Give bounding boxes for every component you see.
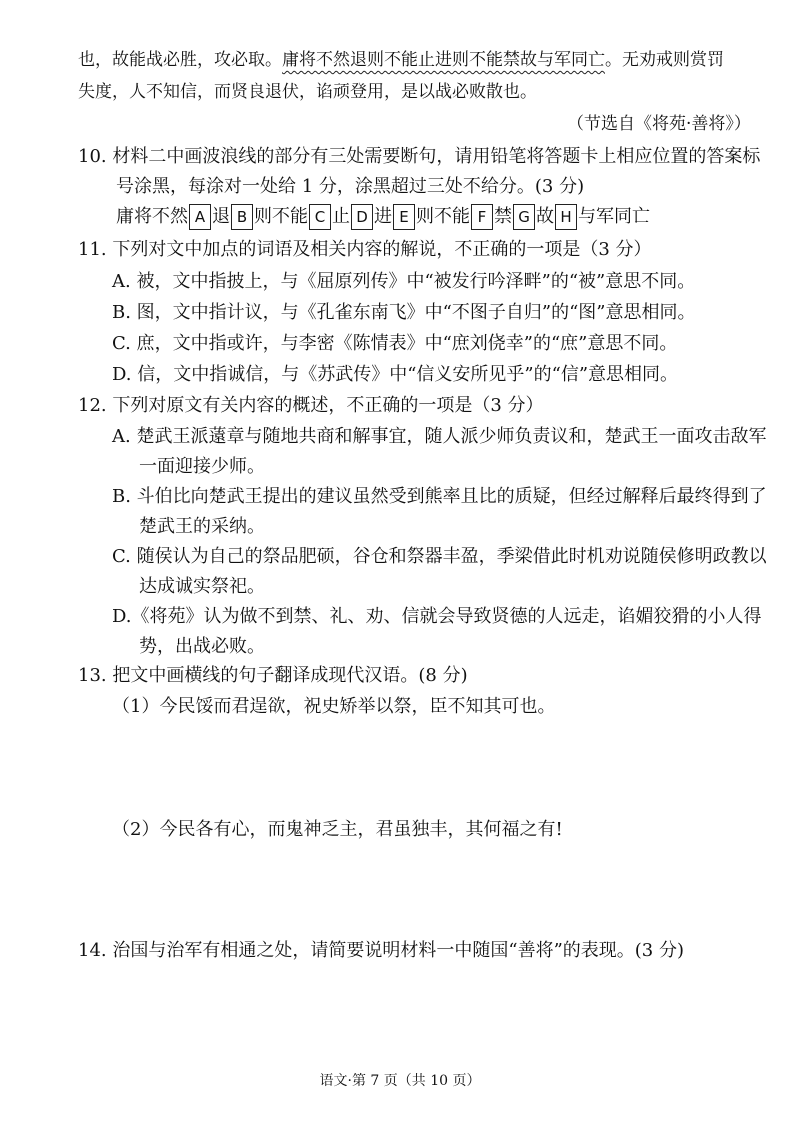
- q12-stem: [78, 394, 544, 418]
- q10-line-2: 号涂黑，每涂对一处给 1 分，涂黑超过三处不给分。(3 分): [116, 176, 585, 197]
- q12-text: 下列对原文有关内容的概述，不正确的一项是（3 分）: [112, 395, 544, 416]
- passage-source: （节选自《将苑·善将》）: [567, 114, 751, 134]
- answer-box-f[interactable]: F: [471, 204, 493, 230]
- q10-text: 材料二中画波浪线的部分有三处需要断句，请用铅笔将答题卡上相应位置的答案标: [112, 146, 761, 167]
- segment-text: 退: [212, 206, 230, 227]
- q13-text: 把文中画横线的句子翻译成现代汉语。(8 分): [112, 665, 468, 686]
- page-footer: 语文·第 7 页（共 10 页）: [319, 1073, 481, 1089]
- passage-text: 也，故能战必胜，攻必取。: [78, 50, 282, 70]
- answer-box-a[interactable]: A: [189, 204, 211, 230]
- q11-option-a: A. 被，文中指披上，与《屈原列传》中“被发行吟泽畔”的“被”意思不同。: [112, 271, 696, 292]
- q12-option-d-line-2: 势，出战必败。: [139, 636, 265, 657]
- q12-option-b-line-1: B. 斗伯比向楚武王提出的建议虽然受到熊率且比的质疑，但经过解释后最终得到了: [112, 486, 767, 507]
- q10-answer-row: [116, 204, 650, 230]
- segment-text: 故: [536, 206, 554, 227]
- answer-box-b[interactable]: B: [231, 204, 253, 230]
- segment-text: 止: [332, 206, 350, 227]
- segment-text: 则不能: [416, 206, 470, 227]
- q12-option-a-line-1: A. 楚武王派薳章与随地共商和解事宜，随人派少师负责议和，楚武王一面攻击敌军: [112, 426, 767, 447]
- answer-box-g[interactable]: G: [513, 204, 535, 230]
- q12-option-a-line-2: 一面迎接少师。: [139, 456, 265, 477]
- answer-box-d[interactable]: D: [351, 204, 373, 230]
- q13-stem: [78, 664, 468, 688]
- segment-text: 庸将不然: [116, 206, 188, 227]
- q11-stem: [78, 238, 652, 262]
- segment-text: 禁: [494, 206, 512, 227]
- wavy-underlined-sentence: 庸将不然退则不能止进则不能禁故与军同亡: [282, 50, 605, 70]
- q12-option-b-line-2: 楚武王的采纳。: [139, 516, 265, 537]
- passage-line-1: [78, 48, 724, 72]
- segment-text: 进: [374, 206, 392, 227]
- answer-box-c[interactable]: C: [309, 204, 331, 230]
- answer-box-h[interactable]: H: [555, 204, 577, 230]
- q14-stem: [78, 939, 684, 963]
- q13-number: 13.: [78, 665, 107, 686]
- q11-option-c: C. 庶，文中指或许，与李密《陈情表》中“庶刘侥幸”的“庶”意思不同。: [112, 333, 678, 354]
- passage-text: 。无劝戒则赏罚: [605, 50, 724, 70]
- q13-sentence-2: （2）今民各有心，而鬼神乏主，君虽独丰，其何福之有!: [112, 819, 563, 840]
- q12-option-c-line-1: C. 随侯认为自己的祭品肥硕，谷仓和祭器丰盈，季梁借此时机劝说随侯修明政教以: [112, 546, 767, 567]
- q10-line-1: [78, 145, 760, 169]
- q12-number: 12.: [78, 395, 107, 416]
- q10-number: 10.: [78, 146, 107, 167]
- passage-line-2: 失度，人不知信，而贤良退伏，谄顽登用，是以战必败散也。: [78, 82, 537, 102]
- q11-text: 下列对文中加点的词语及相关内容的解说，不正确的一项是（3 分）: [112, 239, 652, 260]
- q12-option-d-line-1: D.《将苑》认为做不到禁、礼、劝、信就会导致贤德的人远走，谄媚狡猾的小人得: [112, 606, 762, 627]
- segment-text: 则不能: [254, 206, 308, 227]
- q11-number: 11.: [78, 239, 107, 260]
- q14-text: 治国与治军有相通之处，请简要说明材料一中随国“善将”的表现。(3 分): [112, 940, 684, 961]
- segment-text: 与军同亡: [578, 206, 650, 227]
- answer-box-e[interactable]: E: [393, 204, 415, 230]
- q12-option-c-line-2: 达成诚实祭祀。: [139, 576, 265, 597]
- q11-option-b: B. 图，文中指计议，与《孔雀东南飞》中“不图子自归”的“图”意思相同。: [112, 302, 696, 323]
- q13-sentence-1: （1）今民馁而君逞欲，祝史矫举以祭，臣不知其可也。: [112, 696, 556, 717]
- q14-number: 14.: [78, 940, 107, 961]
- q11-option-d: D. 信，文中指诚信，与《苏武传》中“信义安所见乎”的“信”意思相同。: [112, 364, 679, 385]
